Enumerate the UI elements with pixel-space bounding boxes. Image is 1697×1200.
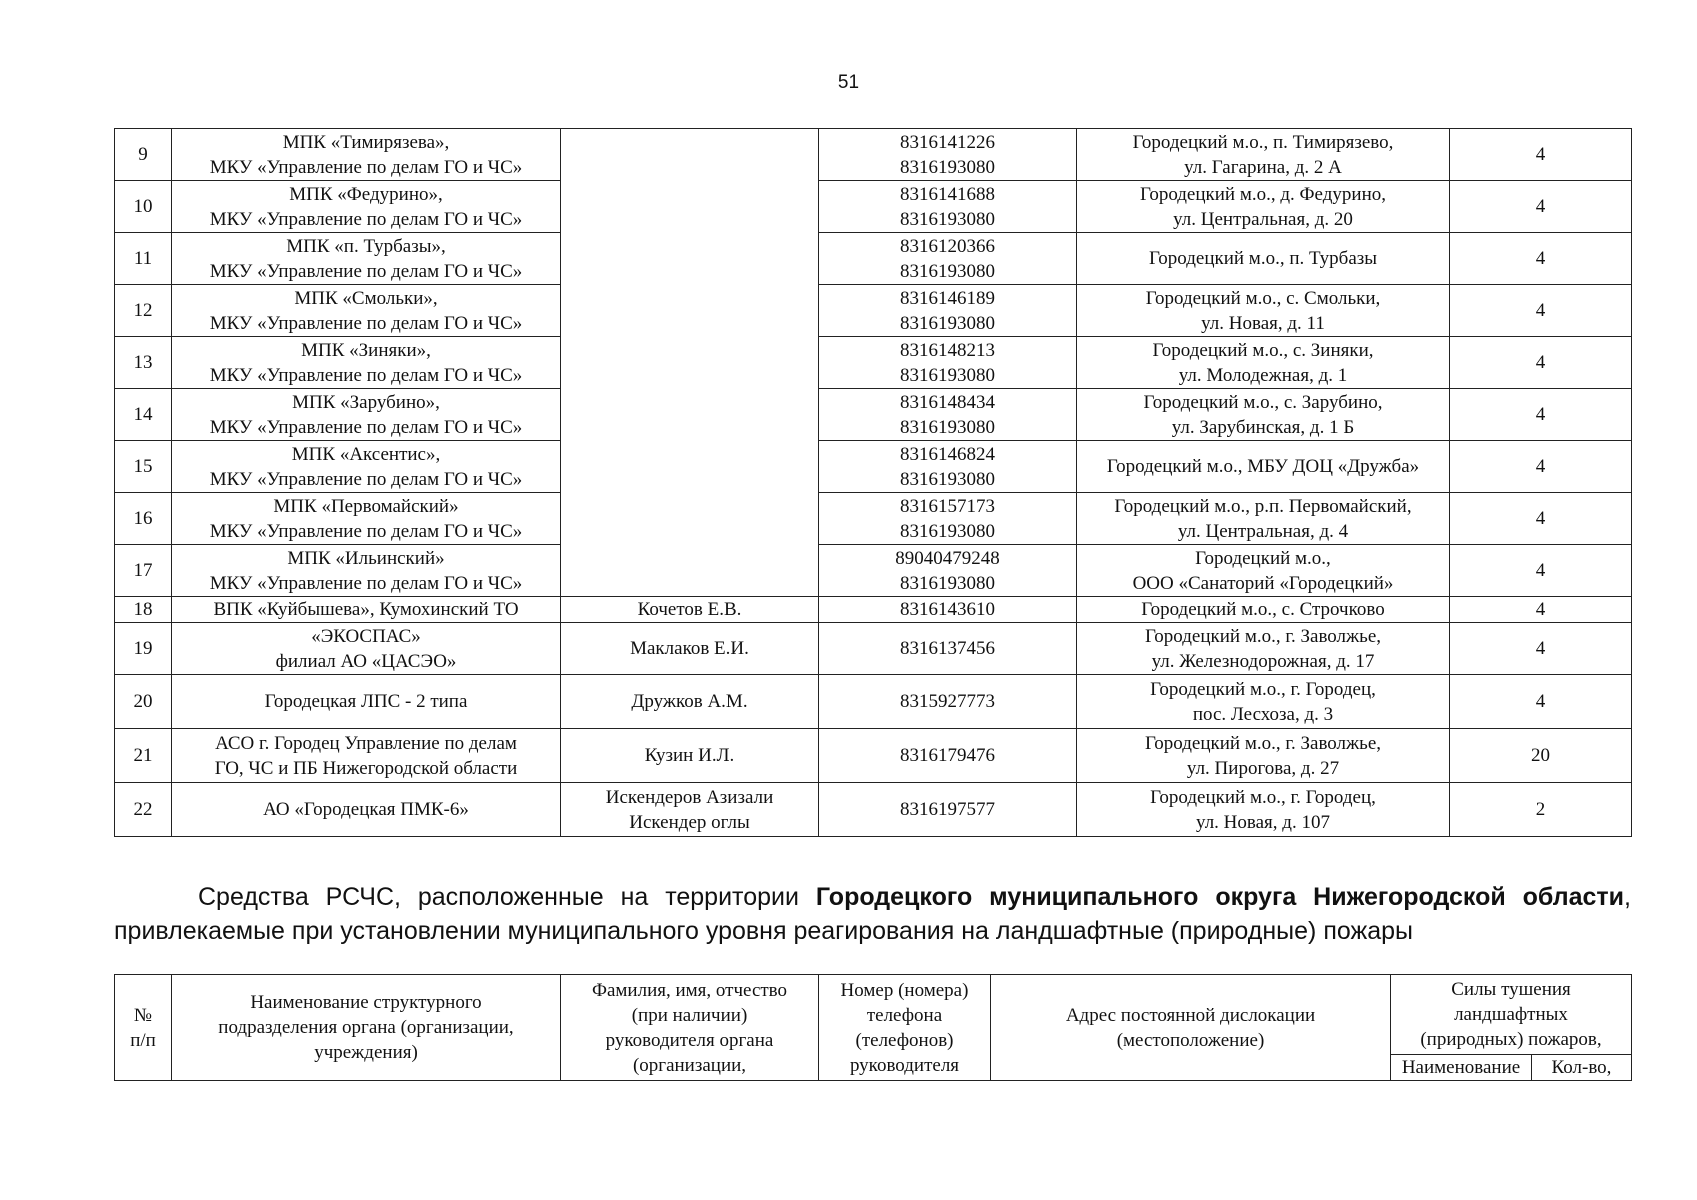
quantity-cell: 4 — [1450, 233, 1632, 285]
phone-cell: 8316146824 8316193080 — [819, 441, 1077, 493]
table-row — [115, 233, 1632, 285]
address-cell: Городецкий м.о., с. Зарубино, ул. Зарубинская, д. 1 Б — [1077, 389, 1450, 441]
table-row — [115, 285, 1632, 337]
address-cell: Городецкий м.о., г. Городец, ул. Новая, д. 107 — [1077, 783, 1450, 837]
quantity-cell: 2 — [1450, 783, 1632, 837]
quantity-cell: 4 — [1450, 389, 1632, 441]
row-number: 18 — [115, 597, 172, 623]
phone-cell: 8316157173 8316193080 — [819, 493, 1077, 545]
table-row — [115, 129, 1632, 181]
phone-cell: 89040479248 8316193080 — [819, 545, 1077, 597]
row-number: 11 — [115, 233, 172, 285]
org-name-cell: Городецкая ЛПС - 2 типа — [172, 675, 561, 729]
quantity-cell: 4 — [1450, 181, 1632, 233]
page-number: 51 — [837, 72, 860, 93]
row-number: 12 — [115, 285, 172, 337]
header-sub-qty: Кол-во, — [1532, 1055, 1632, 1081]
table-row — [115, 783, 1632, 837]
head-name-cell: Кочетов Е.В. — [561, 597, 819, 623]
quantity-cell: 4 — [1450, 285, 1632, 337]
row-number: 19 — [115, 623, 172, 675]
section-heading-line-2: привлекаемые при установлении муниципального уровня реагирования на ландшафтные (природные) пожары — [114, 917, 1413, 945]
head-name-cell: Искендеров Азизали Искендер оглы — [561, 783, 819, 837]
quantity-cell: 4 — [1450, 623, 1632, 675]
row-number: 21 — [115, 729, 172, 783]
heading-text: Средства РСЧС, расположенные на территории — [198, 883, 816, 911]
quantity-cell: 4 — [1450, 337, 1632, 389]
row-number: 10 — [115, 181, 172, 233]
table-row — [115, 493, 1632, 545]
address-cell: Городецкий м.о., г. Городец, пос. Лесхоза, д. 3 — [1077, 675, 1450, 729]
heading-comma: , — [1624, 883, 1631, 911]
header-forces: Силы тушения ландшафтных (природных) пожаров, — [1391, 975, 1632, 1055]
head-name-cell: Дружков А.М. — [561, 675, 819, 729]
quantity-cell: 20 — [1450, 729, 1632, 783]
org-name-cell: МПК «Зиняки», МКУ «Управление по делам ГО и ЧС» — [172, 337, 561, 389]
address-cell: Городецкий м.о., г. Заволжье, ул. Железнодорожная, д. 17 — [1077, 623, 1450, 675]
table-row — [115, 623, 1632, 675]
quantity-cell: 4 — [1450, 545, 1632, 597]
phone-cell: 8316141226 8316193080 — [819, 129, 1077, 181]
header-num: № п/п — [115, 975, 172, 1081]
phone-cell: 8316179476 — [819, 729, 1077, 783]
table-row — [115, 597, 1632, 623]
org-name-cell: МПК «Федурино», МКУ «Управление по делам ГО и ЧС» — [172, 181, 561, 233]
address-cell: Городецкий м.о., ООО «Санаторий «Городецкий» — [1077, 545, 1450, 597]
row-number: 13 — [115, 337, 172, 389]
org-name-cell: ВПК «Куйбышева», Кумохинский ТО — [172, 597, 561, 623]
phone-cell: 8316137456 — [819, 623, 1077, 675]
quantity-cell: 4 — [1450, 597, 1632, 623]
address-cell: Городецкий м.о., р.п. Первомайский, ул. Центральная, д. 4 — [1077, 493, 1450, 545]
org-name-cell: «ЭКОСПАС» филиал АО «ЦАСЭО» — [172, 623, 561, 675]
head-name-cell: Кузин И.Л. — [561, 729, 819, 783]
table-row — [115, 441, 1632, 493]
header-org: Наименование структурного подразделения органа (организации, учреждения) — [172, 975, 561, 1081]
phone-cell: 8315927773 — [819, 675, 1077, 729]
header-head: Фамилия, имя, отчество (при наличии) руководителя органа (организации, — [561, 975, 819, 1081]
org-name-cell: МПК «Первомайский» МКУ «Управление по делам ГО и ЧС» — [172, 493, 561, 545]
section-heading-line-1 — [114, 880, 1631, 914]
phone-cell: 8316141688 8316193080 — [819, 181, 1077, 233]
row-number: 16 — [115, 493, 172, 545]
head-cell-merged — [561, 129, 819, 597]
table-row — [115, 545, 1632, 597]
row-number: 22 — [115, 783, 172, 837]
row-number: 17 — [115, 545, 172, 597]
quantity-cell: 4 — [1450, 493, 1632, 545]
row-number: 14 — [115, 389, 172, 441]
phone-cell: 8316197577 — [819, 783, 1077, 837]
address-cell: Городецкий м.о., п. Тимирязево, ул. Гагарина, д. 2 А — [1077, 129, 1450, 181]
row-number: 15 — [115, 441, 172, 493]
quantity-cell: 4 — [1450, 441, 1632, 493]
table-row — [115, 675, 1632, 729]
forces-table — [114, 128, 1632, 837]
header-sub-name: Наименование — [1391, 1055, 1532, 1081]
org-name-cell: МПК «Аксентис», МКУ «Управление по делам ГО и ЧС» — [172, 441, 561, 493]
quantity-cell: 4 — [1450, 129, 1632, 181]
table-row — [115, 181, 1632, 233]
landscape-fires-table — [114, 974, 1632, 1081]
org-name-cell: АО «Городецкая ПМК-6» — [172, 783, 561, 837]
phone-cell: 8316148434 8316193080 — [819, 389, 1077, 441]
org-name-cell: МПК «Зарубино», МКУ «Управление по делам ГО и ЧС» — [172, 389, 561, 441]
header-address: Адрес постоянной дислокации (местоположение) — [991, 975, 1391, 1081]
phone-cell: 8316148213 8316193080 — [819, 337, 1077, 389]
phone-cell: 8316143610 — [819, 597, 1077, 623]
row-number: 20 — [115, 675, 172, 729]
phone-cell: 8316120366 8316193080 — [819, 233, 1077, 285]
address-cell: Городецкий м.о., с. Смольки, ул. Новая, д. 11 — [1077, 285, 1450, 337]
org-name-cell: МПК «Тимирязева», МКУ «Управление по делам ГО и ЧС» — [172, 129, 561, 181]
forces-table-body — [115, 129, 1632, 837]
table-row — [115, 729, 1632, 783]
table-row — [115, 337, 1632, 389]
address-cell: Городецкий м.о., с. Зиняки, ул. Молодежная, д. 1 — [1077, 337, 1450, 389]
org-name-cell: МПК «п. Турбазы», МКУ «Управление по делам ГО и ЧС» — [172, 233, 561, 285]
quantity-cell: 4 — [1450, 675, 1632, 729]
table-row — [115, 389, 1632, 441]
address-cell: Городецкий м.о., МБУ ДОЦ «Дружба» — [1077, 441, 1450, 493]
address-cell: Городецкий м.о., г. Заволжье, ул. Пирогова, д. 27 — [1077, 729, 1450, 783]
address-cell: Городецкий м.о., с. Строчково — [1077, 597, 1450, 623]
org-name-cell: МПК «Смольки», МКУ «Управление по делам ГО и ЧС» — [172, 285, 561, 337]
row-number: 9 — [115, 129, 172, 181]
address-cell: Городецкий м.о., п. Турбазы — [1077, 233, 1450, 285]
org-name-cell: АСО г. Городец Управление по делам ГО, ЧС и ПБ Нижегородской области — [172, 729, 561, 783]
header-phone: Номер (номера) телефона (телефонов) руководителя — [819, 975, 991, 1081]
heading-bold-text: Городецкого муниципального округа Нижегородской области — [815, 883, 1625, 911]
phone-cell: 8316146189 8316193080 — [819, 285, 1077, 337]
head-name-cell: Маклаков Е.И. — [561, 623, 819, 675]
org-name-cell: МПК «Ильинский» МКУ «Управление по делам ГО и ЧС» — [172, 545, 561, 597]
address-cell: Городецкий м.о., д. Федурино, ул. Центральная, д. 20 — [1077, 181, 1450, 233]
